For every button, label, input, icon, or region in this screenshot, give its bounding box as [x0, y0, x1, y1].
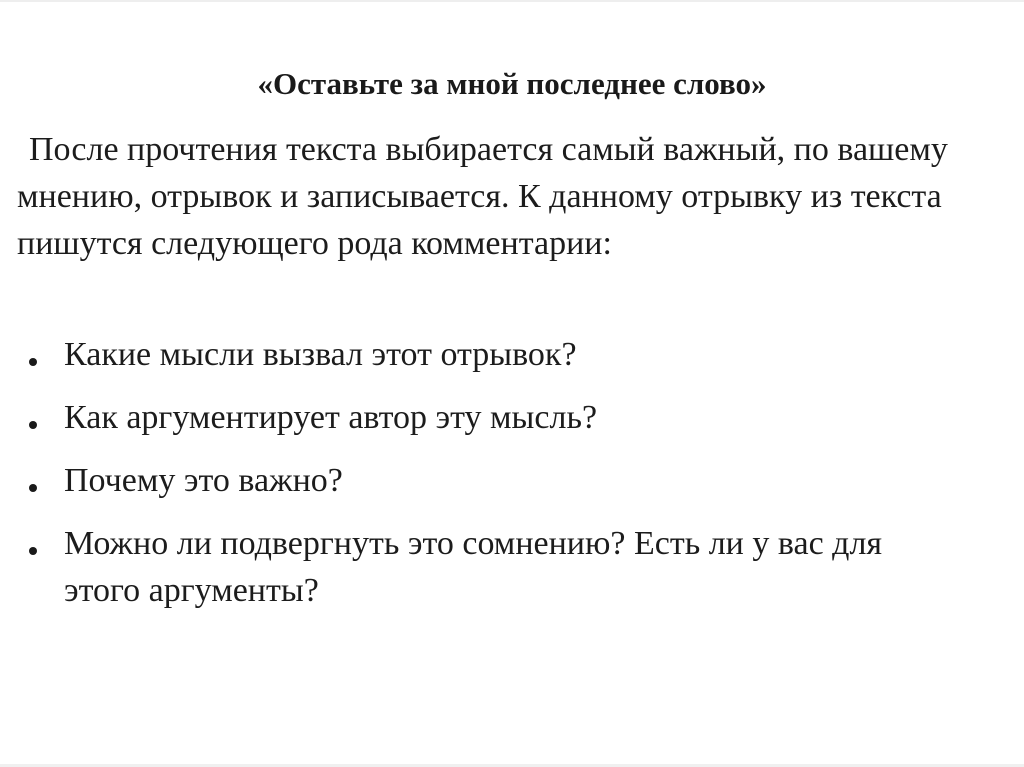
list-item-text: Как аргументирует автор эту мысль? [64, 399, 598, 436]
bullet-dot-icon [29, 547, 37, 555]
question-list [0, 331, 1000, 630]
list-item [0, 394, 964, 441]
list-item-text: Почему это важно? [64, 462, 343, 499]
slide-title: «Оставьте за мной последнее слово» [257, 66, 767, 101]
bullet-dot-icon [29, 421, 37, 429]
intro-paragraph [17, 126, 977, 267]
list-item-text: Какие мысли вызвал этот отрывок? [64, 336, 577, 373]
intro-text: После прочтения текста выбирается самый важный, по вашему мнению, отрывок и записывается. К данному отрывку из текста пишутся следующего рода комментарии: [17, 131, 948, 262]
slide-top-edge [0, 0, 1024, 2]
bullet-dot-icon [29, 358, 37, 366]
list-item [0, 457, 964, 504]
list-item [0, 331, 964, 378]
bullet-dot-icon [29, 484, 37, 492]
list-item-text: Можно ли подвергнуть это сомнению? Есть ли у вас для этого аргументы? [64, 525, 883, 609]
list-item [0, 520, 964, 614]
